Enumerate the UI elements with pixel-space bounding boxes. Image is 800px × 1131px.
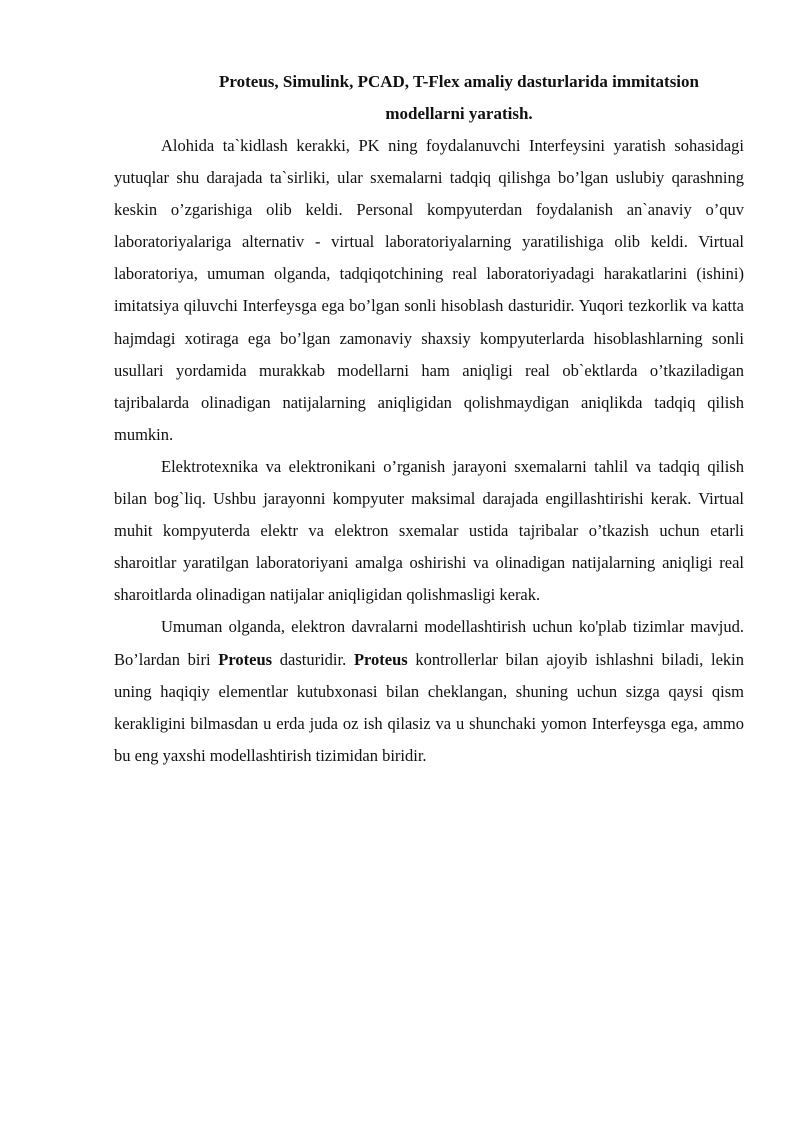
title-line-1: Proteus, Simulink, PCAD, T-Flex amaliy dasturlarida immitatsion: [219, 72, 699, 91]
paragraph-3: [114, 611, 744, 771]
proteus-bold-2: Proteus: [353, 649, 408, 669]
document-title: [114, 66, 744, 130]
title-line-2: modellarni yaratish.: [385, 104, 533, 123]
proteus-bold-1: Proteus: [218, 649, 273, 669]
paragraph-2: Elektrotexnika va elektronikani o’rganish jarayoni sxemalarni tahlil va tadqiq qilish bilan bog`liq. Ushbu jarayonni kompyuter maksimal darajada engillashtirishi kerak. Virtual muhit kompyuterda elektr va elektron sxemalar ustida tajribalar o’tkazish uchun etarli sharoitlar yaratilgan laboratoriyani amalga oshirishi va olinadigan natijalarning aniqligi real sharoitlarda olinadigan natijalar aniqligidan qolishmasligi kerak.: [114, 456, 744, 605]
paragraph-3-text-3: kontrollerlar bilan ajoyib ishlashni biladi, lekin uning haqiqiy elementlar kutubxonasi bilan cheklangan, shuning uchun sizga qaysi qism kerakligini bilmasdan u erda juda oz ish qilasiz va u shunchaki yomon Interfeysga ega, ammo bu eng yaxshi modellashtirish tizimidan biridir.: [114, 649, 744, 765]
paragraph-1: Alohida ta`kidlash kerakki, PK ning foydalanuvchi Interfeysini yaratish sohasidagi yutuqlar shu darajada ta`sirliki, ular sxemalarni tadqiq qilishga bo’lgan uslubiy qarashning keskin o’zgarishiga olib keldi. Personal kompyuterdan foydalanish an`anaviy o’quv laboratoriyalariga alternativ - virtual laboratoriyalarning yaratilishiga olib keldi. Virtual laboratoriya, umuman olganda, tadqiqotchining real laboratoriyadagi harakatlarini (ishini) imitatsiya qiluvchi Interfeysga ega bo’lgan sonli hisoblash dasturidir. Yuqori tezkorlik va katta hajmdagi xotiraga ega bo’lgan zamonaviy shaxsiy kompyuterlarda hisoblashlarning sonli usullari yordamida murakkab modellarni ham aniqligi real ob`ektlarda o’tkaziladigan tajribalarda olinadigan natijalarning aniqligidan qolishmaydigan aniqlikda tadqiq qilish mumkin.: [114, 136, 744, 444]
paragraph-3-text-1: Umuman olganda, elektron davralarni modellashtirish uchun ko'plab tizimlar mavjud. Bo’lardan biri: [114, 617, 744, 669]
document-page: [114, 66, 744, 772]
paragraph-3-text-2: dasturidir.: [272, 649, 354, 669]
